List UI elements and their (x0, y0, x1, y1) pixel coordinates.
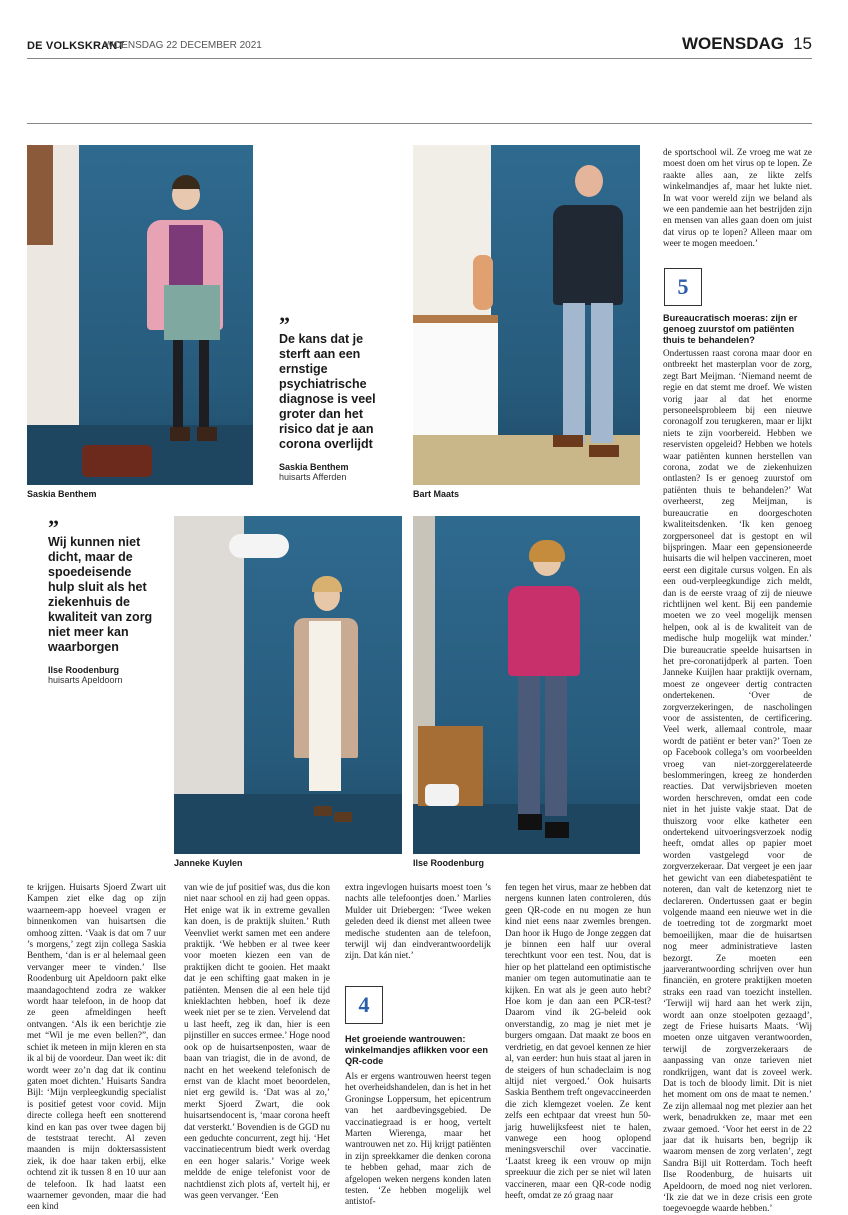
article-column-2 (184, 882, 330, 1201)
page-number: 15 (793, 34, 812, 53)
caption-ilse-roodenburg: Ilse Roodenburg (413, 858, 485, 868)
body-text: extra ingevlogen huisarts moest toen ’s nachts alle telefoontjes doen.’ Marlies Mulder uit Driebergen: ‘Twee weken geleden deed ik dienst met alleen twee medische studenten aan de telefoon, terwijl wij dan eindverantwoordelijk zijn. Dat kán niet.’ (345, 882, 491, 961)
photo-saskia-benthem (27, 145, 253, 485)
section-5-body (663, 348, 812, 1215)
section-number-4: 4 (345, 986, 383, 1024)
photo-ilse-roodenburg (413, 516, 640, 854)
caption-saskia-benthem: Saskia Benthem (27, 489, 97, 499)
pull-quote-name: Ilse Roodenburg (48, 665, 120, 675)
pull-quote-text: Wij kunnen niet dicht, maar de spoedeisende hulp sluit als het ziekenhuis de kwaliteit van zorg niet meer kan waarborgen (48, 535, 153, 654)
body-text: Als er ergens wantrouwen heerst tegen het overheidshandelen, dan is het in het Groningse Loppersum, het epicentrum van het aardbevingsgebied. De vaccinatiegraad is er hoog, vertelt Marten Wierenga, maar het wantrouwen net zo. Hij krijgt patiënten in zijn spreekkamer die denken corona te hebben gehad, maar zich de afgelopen weken nergens konden laten testen. ‘Ze hebben mogelijk wel antistof- (345, 1071, 491, 1207)
section-4-body (345, 1071, 491, 1208)
caption-janneke-kuylen: Janneke Kuylen (174, 858, 243, 868)
publication-name: DE VOLKSKRANT (27, 40, 125, 52)
pull-quote-role: huisarts Afferden (279, 472, 347, 482)
section-4-heading: Het groeiende wantrouwen: winkelmandjes aflikken voor een QR-code (345, 1034, 488, 1066)
masthead (27, 36, 812, 56)
body-text: de sportschool wil. Ze vroeg me wat ze moest doen om het virus op te lopen. Ze raakte alles aan, ze likte zelfs winkelmandjes af, maar het lukte niet. In wat voor wereld zijn we beland als we een pandemie aan het bestrijden zijn en mensen van alles gaan doen om juist dat virus op te lopen? Alleen maar om weer te mogen meedoen.’ (663, 147, 812, 249)
body-text: fen tegen het virus, maar ze hebben dat nergens kunnen laten controleren, dús geen QR-code en nu mogen ze hun kind niet eens naar zwemles brengen. Dan hoor ik Hugo de Jonge zeggen dat je binnen een half uur overal terechtkunt voor een test. Nou, dat is hier op het platteland een optimistische manier om tegen automutinatie aan te kijken. En wat als je geen auto hebt? Hoe kom je dan aan een PCR-test? Daarom vind ik 2G-beleid ook onverstandig, zo mag je niet met je burgers omgaan. Dat maakt ze boos en verdrietig, en dat gevoel kennen ze hier al, van eerder: hun huis staat al jaren in de steigers of hun schadeclaim is nog altijd niet vergoed.’ Ook huisarts Saskia Benthem treft ongevaccineerden die zich klemgezet voelen. Ze kent zelfs een echtpaar dat vreest hun 50-jarig huwelijksfeest niet te halen, vanwege een hoog oplopend meningsverschil over vaccinatie. ‘Laatst kreeg ik een vrouw op mijn spreekuur die zich per se niet wil laten vaccineren, maar een QR-code nodig heeft, omdat ze zó graag naar (505, 882, 651, 1200)
quote-mark-icon: ” (48, 515, 59, 540)
issue-date: WOENSDAG 22 DECEMBER 2021 (104, 40, 262, 51)
article-column-1 (27, 882, 166, 1213)
section-name: WOENSDAG (682, 34, 784, 53)
article-column-4 (505, 882, 651, 1201)
pull-quote-roodenburg (48, 515, 156, 685)
article-column-3 (345, 882, 491, 962)
photo-bart-maats (413, 145, 640, 485)
section-number-5: 5 (664, 268, 702, 306)
body-text: te krijgen. Huisarts Sjoerd Zwart uit Kampen ziet elke dag op zijn waarneem-app hoeveel vragen er binnenkomen van huisartsen die omhoog zitten. ‘Vaak is dat om 7 uur ’s morgens,’ zegt zijn collega Saskia Benthem, ‘dan is er al helemaal geen vervanger meer te vinden.’ Ilse Roodenburg uit Apeldoorn pakt elke maandagochtend zodra ze wakker wordt haar telefoon, in de hoop dat ze geen afmeldingen heeft ontvangen. ‘Als ik een berichtje zie met “Wil je me even bellen?”, dan schiet ik meteen in mijn kleren en sta ik al bij de voordeur. Dan weet ik: dit wordt weer zo’n dag dat ik continu gaten moet dichten.’ Huisarts Sandra Bijl: ‘Mijn verpleegkundig specialist is positief getest voor covid. Mijn directe collega heeft een snotterend kind en kan pas over twee dagen bij de teststraat terecht. Al zeven maanden is mijn doktersassistent ziek, ik doe haar taken erbij, elke ochtend zit ik tussen 8 en 10 uur aan de telefoon. Ik had laatst een waarnemer gevonden, maar die had een kind (27, 882, 166, 1212)
pull-quote-role: huisarts Apeldoorn (48, 675, 123, 685)
header-rule (27, 123, 812, 124)
pull-quote-benthem (279, 312, 397, 482)
pull-quote-name: Saskia Benthem (279, 462, 349, 472)
caption-bart-maats: Bart Maats (413, 489, 460, 499)
pull-quote-text: De kans dat je sterft aan een ernstige psychiatrische diagnose is veel groter dan het risico dat je aan corona overlijdt (279, 332, 376, 451)
photo-janneke-kuylen (174, 516, 402, 854)
body-text: van wie de juf positief was, dus die kon niet naar school en zij had geen oppas. Het enige wat ik in extreme gevallen kan doen, is de praktijk sluiten.’ Ruth Veenvliet werkt samen met een andere praktijk. ‘We hebben er al twee keer voor moeten kiezen een van de praktijken dicht te gooien. Het maakt dat je een schifting gaat maken in je patiënten. Mensen die al een hele tijd knieklachten hebben, hoef ik deze week niet per se te zien. Vervelend dat u last heeft, zeg ik dan, hier is een pijnstiller en succes ermee.’ Hoge nood ook op de huisartsenposten, waar de baan van triagist, die in de avond, de nacht en het weekend telefonisch de ernst van de klacht moet beoordelen, niet erg gewild is. ‘Dat was al zo,’ merkt Sjoerd Zwart, die ook huisartsendocent is, ‘maar corona heeft dat versterkt.’ Bovendien is de GGD nu een geduchte concurrent, zegt hij. ‘Het vaccinatiecentrum biedt werk overdag en een hoger salaris.’ Vorige week meldde de enige telefonist voor de nachtdienst zich plots af, vertelt hij, er was geen vervanger. ‘Een (184, 882, 330, 1200)
body-text: Ondertussen raast corona maar door en ontbreekt het masterplan voor de zorg, zegt Bart Meijman. ‘Niemand neemt de regie en dat stemt me droef. We wisten vorig jaar al dat het enorme personeelsprobleem bij een nieuwe coronagolf zou terugkeren, maar er lijkt niets te zijn voorbereid. Hebben we reservisten opgeleid? Hebben we hotels waar patiënten kunnen herstellen van corona, zodat we de ziekenhuizen ontlasten? Is er genoeg zuurstof om patiënten thuis te behandelen?’ Wat overheerst, zeg Meijman, is bureaucratie en doorgeschoten kwaliteitsdenken. ‘Ik ken genoeg zorgpersoneel dat is gestopt en wil bijspringen. Maar een gepensioneerde huisarts die wil helpen vaccineren, moet eerst een digitale cursus volgen. En als een oud-verpleegkundige zich meldt, dan is de eerste vraag of zij de nieuwe richtlijnen wel kent. Bij een pandemie moeten we zo veel mogelijk mensen helpen, ook al is de kwaliteit van de medische hulp mogelijk wat minder.’ Die bureaucratie speelde huisartsen in het pre-coronatijdperk al parten. Toen Janneke Kuijlen haar praktijk overnam, moest ze ongeveer dertig contracten ondertekenen. ‘Over de zorgverzekeringen, de nascholingen voor de assistenten, de certificering. Veel werk, allemaal controle, maar wordt de patiënt er beter van?’ Toen ze op Facebook collega’s om voorbeelden vroeg van niet-zorggerelateerde beslommeringen, kreeg ze honderden reacties. Dat verwijsbrieven moeten worden herschreven, omdat een code niet in het juiste vakje staat. Dat de thuiszorg voor elke katheter een ondertekend uitvoeringsverzoek nodig heeft, omdat alles op papier moet worden vastgelegd voor de zorgverzekeraar. Dat vergeet je een jaar het gewicht van een diabetespatiënt te noteren, dan valt de ketenzorg niet te declareren. Ondertussen gaat er begin volgende maand een nieuwe wet in die de toetreding tot de zorgmarkt moet bemoeilijken, maar die de huisartsen nog meer administratieve lasten bezorgt. Ze moeten een jaarverantwoording schrijven over hun financiën, en grotere praktijken moeten straks een raad van toezicht instellen. ‘Terwijl wij hard aan het werk zijn, wordt aan onze stoelpoten gezaagd’, zegt de Friese huisarts Maats. ‘Wij moeten onze uitgaven verantwoorden, terwijl de zorgverzekeraars de aanpassing van onze tarieven niet rondkrijgen, want dat is zoveel werk. Dat is toch de bloody limit. Dit is niet het moment om ons de maat te nemen.’ Ze zijn allemaal nog met plezier aan het werk, benadrukken ze, maar met een zwaar gemoed. ‘Voor het eerst in de 22 jaar dat ik huisarts ben, begrijp ik waarom mensen de zorg verlaten’, zegt Sandra Bijl uit Rotterdam. Toch heeft Ilse Roodenburg, de huisarts uit Apeldoorn, de moed nog niet verloren. ‘Ik zie dat we in deze crisis een grote toegevoegde waarde hebben.’ (663, 348, 812, 1214)
article-continuation-top (663, 147, 812, 250)
masthead-rule (27, 58, 812, 59)
section-5-heading: Bureaucratisch moeras: zijn er genoeg zuurstof om patiënten thuis te behandelen? (663, 313, 798, 345)
quote-mark-icon: ” (279, 312, 290, 337)
